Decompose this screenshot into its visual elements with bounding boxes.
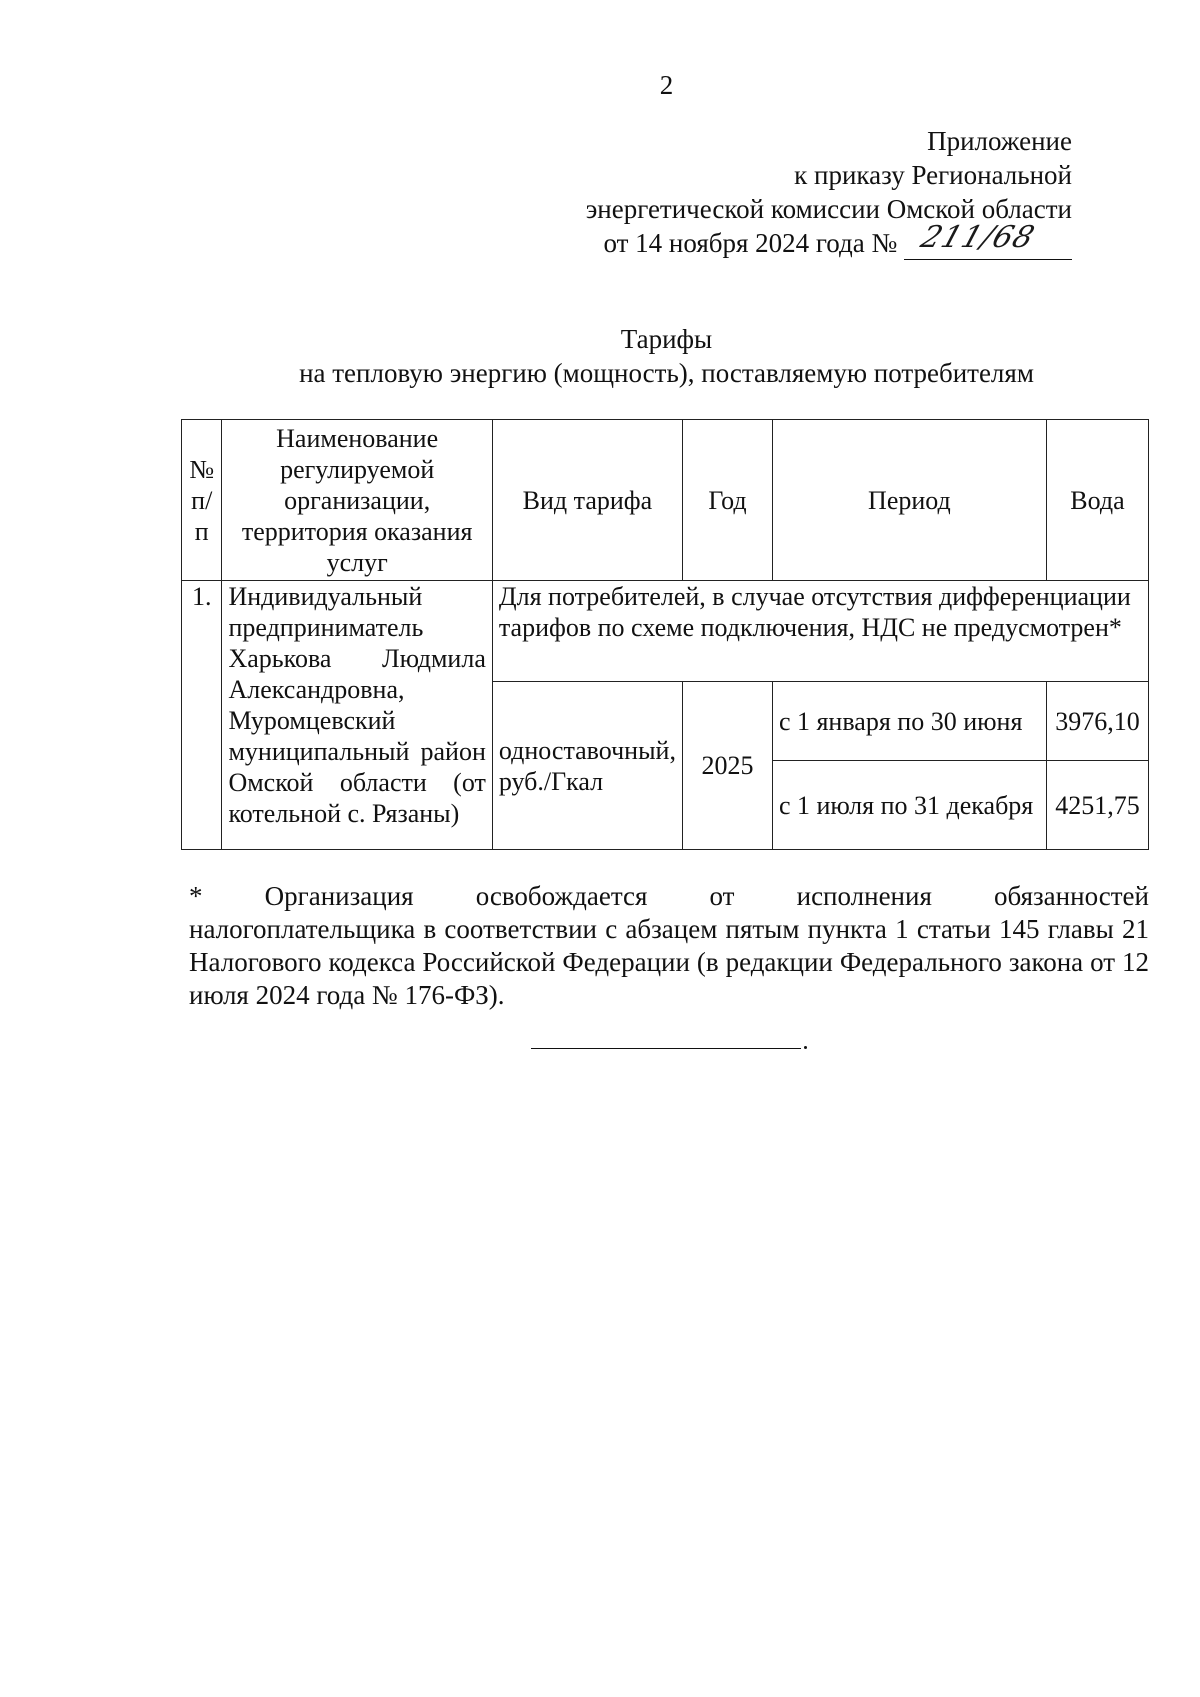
header-period: Период <box>772 420 1046 581</box>
tariff-kind: одноставочный, руб./Гкал <box>492 682 682 850</box>
consumer-note: Для потребителей, в случае отсутствия дифференциации тарифов по схеме подключения, НДС не предусмотрен* <box>492 581 1148 682</box>
footnote-first-line <box>189 880 1149 913</box>
title-line-2: на тепловую энергию (мощность), поставляемую потребителям <box>299 358 1034 388</box>
footnote-asterisk: * <box>189 881 203 911</box>
appendix-line-1: Приложение <box>927 126 1072 156</box>
header-num: № п/п <box>182 420 222 581</box>
order-date-prefix: от 14 ноября 2024 года № <box>603 228 898 258</box>
document-title <box>0 322 1200 390</box>
end-of-document-dot <box>804 1046 807 1049</box>
period-2: с 1 июля по 31 декабря <box>772 761 1046 850</box>
table-row <box>182 581 1149 682</box>
appendix-header <box>586 124 1072 260</box>
footnote-word: освобождается <box>475 881 648 911</box>
title-line-1: Тарифы <box>620 324 713 354</box>
organization-cell: Индивидуальный предприниматель Харькова Людмила Александровна, Муромцевский муниципальный район Омской области (от котельной с. Рязаны) <box>222 581 492 850</box>
page-number: 2 <box>659 70 674 100</box>
header-kind: Вид тарифа <box>492 420 682 581</box>
footnote-word: Организация <box>264 881 414 911</box>
appendix-line-2: к приказу Региональной <box>794 160 1072 190</box>
water-tariff-2: 4251,75 <box>1046 761 1148 850</box>
tariff-table <box>181 419 1149 850</box>
header-org: Наименование регулируемой организации, территория оказания услуг <box>222 420 492 581</box>
period-1: с 1 января по 30 июня <box>772 682 1046 761</box>
end-of-document-line <box>531 1048 801 1049</box>
header-year: Год <box>682 420 772 581</box>
handwritten-order-number: 211/68 <box>916 220 1040 255</box>
appendix-line-3: энергетической комиссии Омской области <box>585 194 1072 224</box>
footnote <box>189 880 1149 1012</box>
footnote-word: от <box>709 881 735 911</box>
footnote-text: налогоплательщика в соответствии с абзацем пятым пункта 1 статьи 145 главы 21 Налогового кодекса Российской Федерации (в редакции Федерального закона от 12 июля 2024 года № 176-ФЗ). <box>189 914 1149 1010</box>
water-tariff-1: 3976,10 <box>1046 682 1148 761</box>
appendix-line-4 <box>586 220 1072 260</box>
order-number-field <box>904 220 1072 260</box>
tariff-year: 2025 <box>682 682 772 850</box>
footnote-word: обязанностей <box>994 881 1149 911</box>
table-header-row <box>182 420 1149 581</box>
row-number: 1. <box>182 581 222 850</box>
header-water: Вода <box>1046 420 1148 581</box>
footnote-word: исполнения <box>796 881 932 911</box>
